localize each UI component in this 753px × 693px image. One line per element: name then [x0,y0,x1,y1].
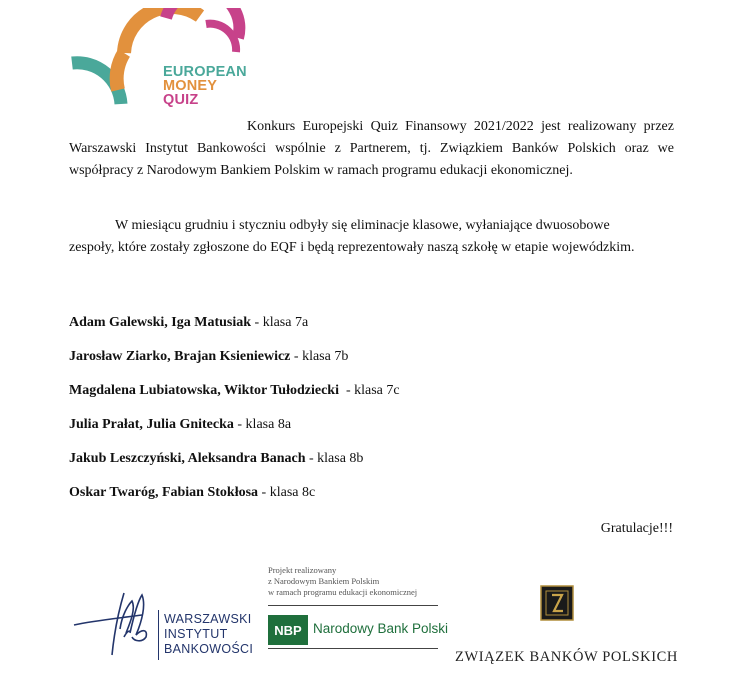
team-item [69,313,669,347]
team-item [69,415,669,449]
team-class: - klasa 7b [290,349,349,364]
wib-line-2: INSTYTUT [164,627,228,641]
team-class: - klasa 8c [258,485,316,500]
emq-wordmark [163,65,247,107]
teams-list [69,313,669,517]
team-class: - klasa 7a [251,315,309,330]
team-names: Adam Galewski, Iga Matusiak [69,315,252,330]
nbp-note-line-3: w ramach programu edukacji ekonomicznej [268,587,418,597]
wib-logo [72,585,252,665]
nbp-name: Narodowy Bank Polski [313,621,449,636]
team-names: Jakub Leszczyński, Aleksandra Banach [69,451,306,466]
wib-divider [158,610,159,660]
team-names: Jarosław Ziarko, Brajan Ksieniewicz [69,349,291,364]
nbp-note-line-2: z Narodowym Bankiem Polskim [268,576,380,586]
nbp-top-rule [268,605,438,606]
nbp-project-note [268,565,417,598]
logo-line-quiz: QUIZ [163,92,199,108]
logo-line-money: MONEY [163,78,218,94]
team-class: - klasa 7c [338,383,400,398]
eliminations-paragraph [69,215,649,259]
nbp-badge: NBP [268,615,308,645]
zbp-name: ZWIĄZEK BANKÓW POLSKICH [455,649,678,665]
intro-paragraph [69,116,674,182]
zbp-emblem-icon [540,585,574,621]
team-class: - klasa 8b [305,451,364,466]
eliminations-text: W miesiącu grudniu i styczniu odbyły się eliminacje klasowe, wyłaniające dwuosobowe zespoły, które zostały zgłoszone do EQF i będą reprezentowały naszą szkołę w etapie wojewódzkim. [69,218,635,255]
intro-text: Konkurs Europejski Quiz Finansowy 2021/2022 jest realizowany przez Warszawski Instytut Bankowości wspólnie z Partnerem, tj. Związkiem Banków Polskich oraz we współpracy z Narodowym Bankiem Polskim w ramach programu edukacji ekonomicznej. [69,119,674,178]
team-item [69,449,669,483]
team-names: Magdalena Lubiatowska, Wiktor Tułodziecki [69,383,339,398]
wib-name [164,612,253,657]
logo-line-european: EUROPEAN [163,64,247,80]
wib-line-3: BANKOWOŚCI [164,642,254,656]
wib-signature-icon [72,585,156,665]
nbp-note-line-1: Projekt realizowany [268,565,337,575]
team-item [69,381,669,415]
team-class: - klasa 8a [233,417,292,432]
wib-line-1: WARSZAWSKI [164,612,252,626]
nbp-bottom-rule [268,648,438,649]
team-item [69,347,669,381]
team-item [69,483,669,517]
team-names: Julia Prałat, Julia Gnitecka [69,417,234,432]
team-names: Oskar Twaróg, Fabian Stokłosa [69,485,259,500]
congratulations-text: Gratulacje!!! [600,521,673,536]
